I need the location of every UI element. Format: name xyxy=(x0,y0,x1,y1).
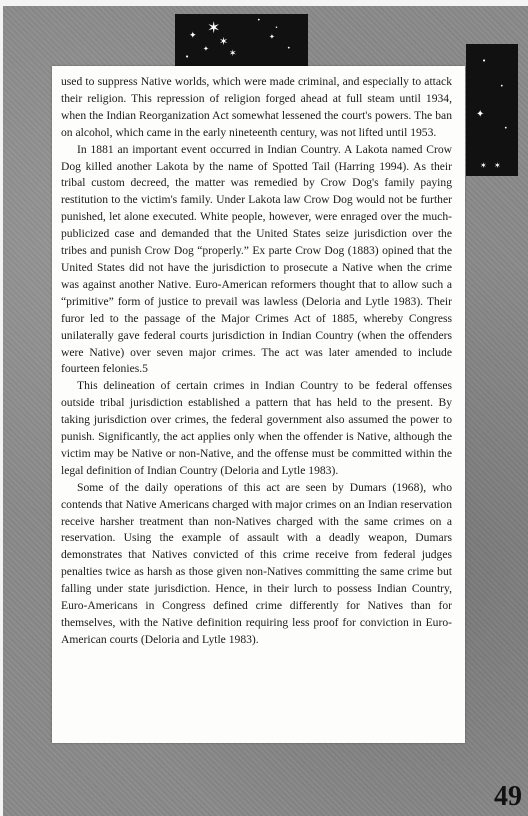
book-page xyxy=(52,66,465,743)
star-icon: ✦ xyxy=(203,45,209,53)
star-icon: • xyxy=(185,53,190,61)
star-icon: • xyxy=(257,17,261,24)
paragraph: used to suppress Native worlds, which were made criminal, and especially to attack their religion. This repression of religion forged ahead at full steam until 1934, when the Indian Reorganization Act somewhat lessened the court's powers. The ban on alcohol, which came in the early nineteenth century, was not lifted until 1953. xyxy=(61,75,452,139)
star-icon: ✦ xyxy=(476,109,485,120)
star-icon: ✶ xyxy=(494,161,501,170)
body-text xyxy=(61,74,452,649)
star-icon: ✶ xyxy=(207,18,221,37)
star-icon: • xyxy=(287,45,291,52)
paragraph: In 1881 an important event occurred in Indian Country. A Lakota named Crow Dog killed another Lakota by the name of Spotted Tail (Harring 1994). As their tribal custom decreed, the matter was remedied by Crow Dog's family paying restitution to the victim's family. Under Lakota law Crow Dog would not be further punished, let alone executed. White people, however, were enraged over the much-publicized case and demanded that the United States seize jurisdiction over the tribes and punish Crow Dog “properly.” Ex parte Crow Dog (1883) opined that the United States did not have the jurisdiction to prosecute a Native when the crime was against another Native. Euro-American reformers thought that to allow such a “primitive” form of justice to prevail was lawless (Deloria and Lytle 1983). Their furor led to the passage of the Major Crimes Act of 1885, whereby Congress unilaterally gave federal courts jurisdiction in Indian Country (when the offenders were Native) over seven major crimes. The act was later amended to include fourteen felonies.5 xyxy=(61,142,452,376)
scan-left-edge xyxy=(0,0,3,816)
star-icon: ✦ xyxy=(189,31,197,41)
star-icon: • xyxy=(504,125,508,132)
paragraph: Some of the daily operations of this act are seen by Dumars (1968), who contends that Native Americans charged with major crimes on an Indian reservation receive harsher treatment than non-Natives charged with the same crimes on a reservation. Using the example of assault with a deadly weapon, Dumars demonstrates that Natives convicted of this crime receive from federal judges penalties twice as harsh as those given non-Natives committing the same crime but falling under state jurisdiction. Hence, in their lurch to possess Indian Country, Euro-Americans in Congress defined crime differently for Natives than for themselves, with the Native definition requiring less proof for conviction in Euro-American courts (Deloria and Lytle 1983). xyxy=(61,480,452,646)
scan-top-edge xyxy=(0,0,528,6)
starfield-image-top xyxy=(175,14,308,74)
star-icon: ✶ xyxy=(219,35,229,48)
paragraph: This delineation of certain crimes in Indian Country to be federal offenses outside tribal jurisdiction established a pattern that has held to the present. By taking jurisdiction over crimes, the federal government also assumed the power to punish. Significantly, the act applies only when the offender is Native, although the victim may be Native or non-Native, and the offense must be committed within the legal definition of Indian Country (Deloria and Lytle 1983). xyxy=(61,379,452,477)
star-icon: ✶ xyxy=(229,49,237,59)
star-icon: ✦ xyxy=(269,33,275,41)
page-number: 49 xyxy=(494,781,522,812)
star-icon: • xyxy=(482,57,487,65)
star-icon: • xyxy=(500,83,504,90)
starfield-image-right xyxy=(466,44,518,176)
star-icon: • xyxy=(275,25,278,31)
star-icon: ✶ xyxy=(480,161,487,170)
